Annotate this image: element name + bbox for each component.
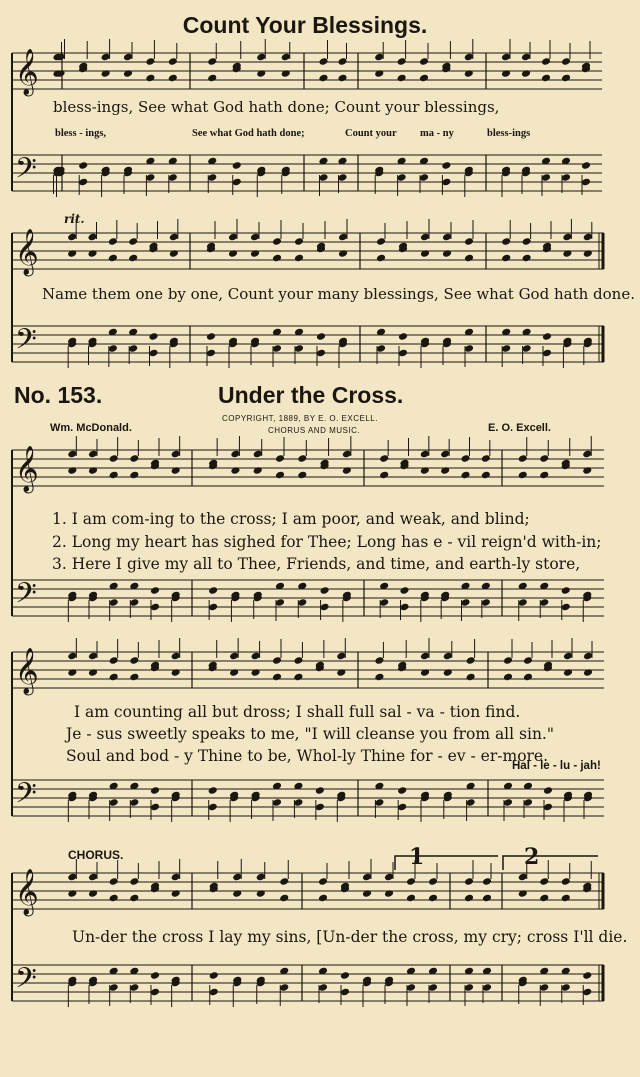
note-head <box>251 668 261 677</box>
note-head <box>464 894 474 903</box>
note-head <box>362 889 372 898</box>
note-head <box>406 894 416 903</box>
note-head <box>88 668 98 677</box>
verse-3-line-b: Soul and bod - y Thine to be, Whol-ly Thine for - ev - er-more. <box>66 747 549 765</box>
verse-3-line-a: 3. Here I give my all to Thee, Friends, and time, and earth-ly store, <box>52 555 581 573</box>
prev-system-2-bass-clef: 𝄢 <box>15 323 37 363</box>
note-head <box>523 673 533 682</box>
tempo-mark: rit. <box>64 212 85 226</box>
prev-verse-line-1: bless-ings, See what God hath done; Count your blessings, <box>53 98 500 116</box>
note-head <box>109 673 119 682</box>
note-head <box>148 332 158 341</box>
note-head <box>87 249 97 258</box>
note-head <box>397 74 407 83</box>
note-head <box>539 894 549 903</box>
note-head <box>522 254 532 263</box>
prev-bass-word-3: Count your <box>345 128 397 139</box>
note-head <box>316 332 326 341</box>
note-head <box>171 889 181 898</box>
note-head <box>256 889 266 898</box>
ending-2-label: 2 <box>524 844 540 870</box>
hymn-system-3-treble-clef: 𝄞 <box>15 869 39 915</box>
note-head <box>337 74 347 83</box>
composer: E. O. Excell. <box>488 422 551 434</box>
ending-2-bracket <box>503 856 598 870</box>
prev-bass-word-1: bless - ings, <box>55 128 107 139</box>
note-head <box>275 471 285 480</box>
note-head <box>374 673 384 682</box>
note-head <box>232 889 242 898</box>
verse-2-line-b: Je - sus sweetly speaks to me, "I will cleanse you from all sin." <box>66 725 554 743</box>
note-head <box>253 466 263 475</box>
prev-system-2-treble-clef: 𝄞 <box>15 229 39 275</box>
note-head <box>428 894 438 903</box>
prev-system-1-bass-clef: 𝄢 <box>15 152 37 192</box>
prev-bass-word-4: ma - ny <box>420 128 454 139</box>
hymn-title: Under the Cross. <box>218 382 404 408</box>
note-head <box>466 673 476 682</box>
ending-1-label: 1 <box>409 844 425 870</box>
note-head <box>67 466 77 475</box>
note-head <box>440 466 450 475</box>
note-head <box>521 69 531 78</box>
note-head <box>150 786 160 795</box>
note-head <box>232 161 242 170</box>
note-head <box>420 249 430 258</box>
note-head <box>561 586 571 595</box>
note-head <box>583 668 593 677</box>
note-head <box>542 332 552 341</box>
note-head <box>272 673 282 682</box>
note-head <box>88 466 98 475</box>
note-head <box>562 249 572 258</box>
note-head <box>399 586 409 595</box>
note-head <box>281 69 291 78</box>
note-head <box>168 74 178 83</box>
note-head <box>342 466 352 475</box>
note-head <box>420 668 430 677</box>
note-head <box>318 74 328 83</box>
note-head <box>129 894 139 903</box>
note-head <box>460 471 470 480</box>
prev-hymn-title: Count Your Blessings. <box>182 12 428 38</box>
chorus-line: Un-der the cross I lay my sins, [Un-der the cross, my cry; cross I'll die. <box>72 928 628 946</box>
note-head <box>419 74 429 83</box>
note-head <box>481 471 491 480</box>
prev-bass-word-5: bless-ings <box>487 128 531 139</box>
author: Wm. McDonald. <box>50 422 132 434</box>
note-head <box>208 786 218 795</box>
note-head <box>209 971 219 980</box>
note-head <box>169 249 179 258</box>
note-head <box>208 586 218 595</box>
note-head <box>541 74 551 83</box>
note-head <box>443 668 453 677</box>
note-head <box>250 249 260 258</box>
hymn-number: No. 153. <box>14 382 103 408</box>
note-head <box>109 894 119 903</box>
note-head <box>501 69 511 78</box>
note-head <box>581 161 591 170</box>
note-head <box>129 471 139 480</box>
note-head <box>582 971 592 980</box>
note-head <box>67 889 77 898</box>
note-head <box>582 466 592 475</box>
note-head <box>374 69 384 78</box>
note-head <box>583 249 593 258</box>
note-head <box>297 471 307 480</box>
note-head <box>145 74 155 83</box>
note-head <box>109 471 119 480</box>
note-head <box>464 69 474 78</box>
note-head <box>272 254 282 263</box>
note-head <box>379 471 389 480</box>
note-head <box>338 249 348 258</box>
note-head <box>293 673 303 682</box>
note-head <box>101 69 111 78</box>
note-head <box>482 894 492 903</box>
note-head <box>318 894 328 903</box>
note-head <box>397 786 407 795</box>
note-head <box>518 889 528 898</box>
verse-1-line-a: 1. I am com-ing to the cross; I am poor, and weak, and blind; <box>52 510 530 528</box>
note-head <box>78 161 88 170</box>
note-head <box>150 971 160 980</box>
note-head <box>150 586 160 595</box>
copyright-note: CHORUS AND MUSIC. <box>268 426 361 435</box>
note-head <box>563 668 573 677</box>
note-head <box>88 889 98 898</box>
note-head <box>108 254 118 263</box>
note-head <box>320 586 330 595</box>
note-head <box>384 889 394 898</box>
note-head <box>67 249 77 258</box>
note-head <box>228 249 238 258</box>
verse-1-line-b: I am counting all but dross; I shall full sal - va - tion find. <box>74 703 521 721</box>
note-head <box>294 254 304 263</box>
hymn-system-1-treble-clef: 𝄞 <box>15 446 39 492</box>
note-head <box>442 249 452 258</box>
prev-bass-word-2: See what God hath done; <box>192 128 305 139</box>
note-head <box>441 161 451 170</box>
note-head <box>128 254 138 263</box>
note-head <box>518 471 528 480</box>
note-head <box>207 74 217 83</box>
note-head <box>123 69 133 78</box>
hymn-system-2-bass-clef: 𝄢 <box>15 777 37 817</box>
note-head <box>561 74 571 83</box>
hymn-system-1-bass-clef: 𝄢 <box>15 577 37 617</box>
note-head <box>503 673 513 682</box>
note-head <box>206 332 216 341</box>
hymn-system-3-bass-clef: 𝄢 <box>15 962 37 1002</box>
note-head <box>420 466 430 475</box>
note-head <box>398 332 408 341</box>
chorus-label: CHORUS. <box>68 848 124 862</box>
note-head <box>501 254 511 263</box>
note-head <box>171 466 181 475</box>
note-head <box>464 254 474 263</box>
note-head <box>279 894 289 903</box>
hymn-system-2-treble-clef: 𝄞 <box>15 648 39 694</box>
note-head <box>561 894 571 903</box>
note-head <box>129 673 139 682</box>
note-head <box>543 786 553 795</box>
note-head <box>340 971 350 980</box>
copyright: COPYRIGHT, 1889, BY E. O. EXCELL. <box>222 414 378 423</box>
note-head <box>376 254 386 263</box>
note-head <box>315 786 325 795</box>
note-head <box>67 668 77 677</box>
prev-system-1-treble-clef: 𝄞 <box>15 49 39 95</box>
note-head <box>539 471 549 480</box>
prev-verse-line-2: Name them one by one, Count your many blessings, See what God hath done. <box>42 285 635 303</box>
note-head <box>256 69 266 78</box>
note-head <box>336 668 346 677</box>
verse-2-line-a: 2. Long my heart has sighed for Thee; Long has e - vil reign'd with-in; <box>52 533 602 551</box>
note-head <box>230 466 240 475</box>
note-head <box>171 668 181 677</box>
note-head <box>229 668 239 677</box>
refrain-echo: Hal - le - lu - jah! <box>512 760 601 772</box>
